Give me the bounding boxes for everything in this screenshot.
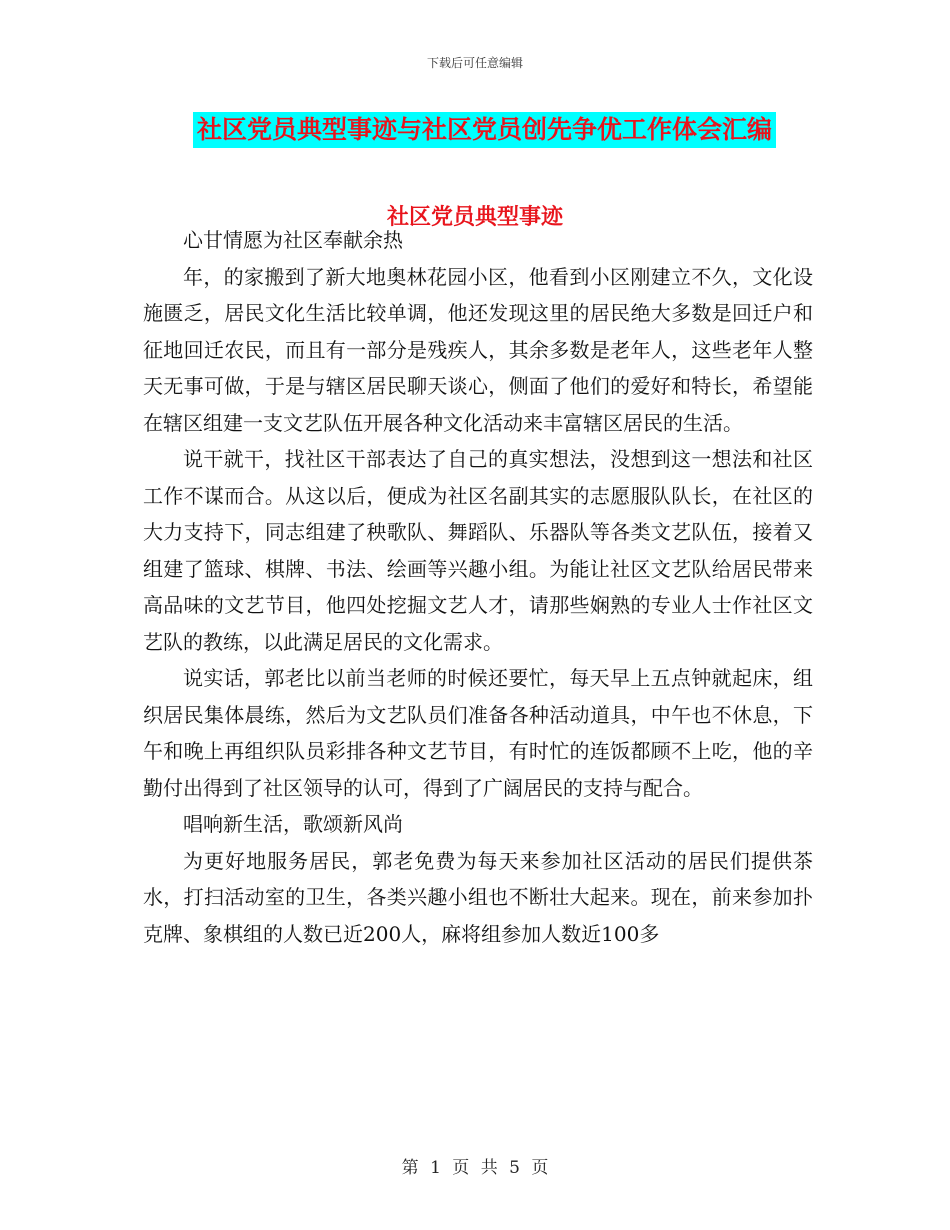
paragraph-2: 说干就干，找社区干部表达了自己的真实想法，没想到这一想法和社区工作不谋而合。从这以后，便成为社区名副其实的志愿服队队长，在社区的大力支持下，同志组建了秧歌队、舞蹈队、乐器队等各类文艺队伍，接着又组建了篮球、棋牌、书法、绘画等兴趣小组。为能让社区文艺队给居民带来高品味的文艺节目，他四处挖掘文艺人才，请那些娴熟的专业人士作社区文艺队的教练，以此满足居民的文化需求。	[143, 447, 813, 654]
main-title: 社区党员典型事迹与社区党员创先争优工作体会汇编	[193, 112, 776, 148]
page-indicator: 第 1 页 共 5 页	[401, 1158, 549, 1178]
paragraph-4: 为更好地服务居民，郭老免费为每天来参加社区活动的居民们提供茶水，打扫活动室的卫生，各类兴趣小组也不断壮大起来。现在，前来参加扑克牌、象棋组的人数已近200人，麻将组参加人数近100多	[143, 848, 813, 946]
document-body	[143, 222, 813, 952]
section-title: 社区党员典型事迹	[386, 204, 563, 230]
subheading-1: 心甘情愿为社区奉献余热	[183, 228, 403, 252]
subheading-2: 唱响新生活，歌颂新风尚	[183, 812, 403, 836]
paragraph-1: 年，的家搬到了新大地奥林花园小区，他看到小区刚建立不久，文化设施匮乏，居民文化生活比较单调，他还发现这里的居民绝大多数是回迁户和征地回迁农民，而且有一部分是残疾人，其余多数是老年人，这些老年人整天无事可做，于是与辖区居民聊天谈心，侧面了他们的爱好和特长，希望能在辖区组建一支文艺队伍开展各种文化活动来丰富辖区居民的生活。	[143, 264, 813, 435]
header-note: 下载后可任意编辑	[426, 56, 523, 70]
paragraph-3: 说实话，郭老比以前当老师的时候还要忙，每天早上五点钟就起床，组织居民集体晨练，然后为文艺队员们准备各种活动道具，中午也不休息，下午和晚上再组织队员彩排各种文艺节目，有时忙的连饭都顾不上吃，他的辛勤付出得到了社区领导的认可，得到了广阔居民的支持与配合。	[143, 666, 813, 800]
